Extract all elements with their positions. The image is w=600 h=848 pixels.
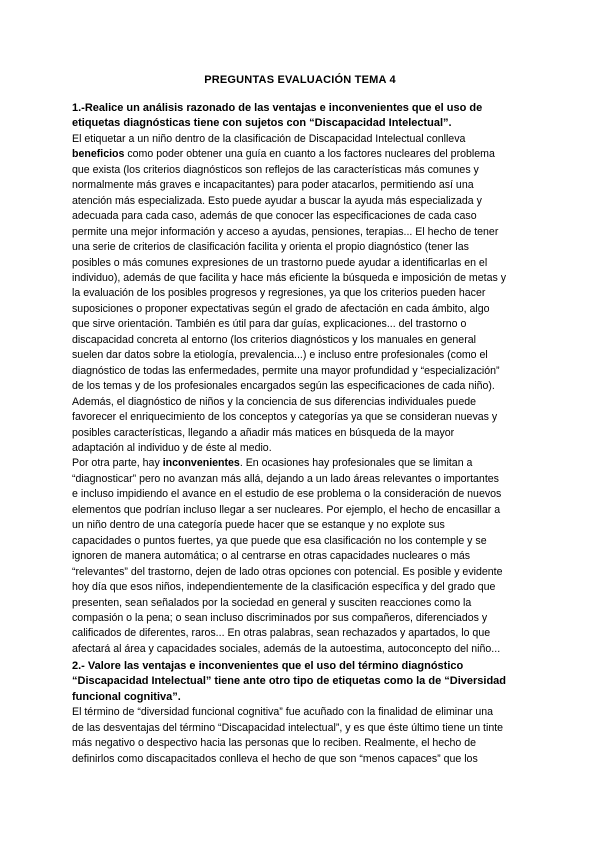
paragraph-line: hoy día que esos niños, independientemente de la clasificación específica y del grado que [72,581,496,594]
question-1-heading-line: etiquetas diagnósticas tiene con sujetos con “Discapacidad Intelectual”. [72,117,452,130]
paragraph-line: elementos que podrían incluso llegar a ser nucleares. Por ejemplo, el hecho de encasillar a [72,503,501,516]
question-2-section [72,659,532,767]
paragraph-line: ignoren de manera automática; o al centrarse en otras capacidades nucleares o más [72,550,471,563]
paragraph-line: discapacidad concreta al entorno (los criterios diagnósticos y los manuales en general [72,333,476,346]
paragraph-line: posibles características, llegando a añadir más matices en búsqueda de la mayor [72,426,455,439]
paragraph-line: presenten, sean señalados por la sociedad en general y susciten reacciones como la [72,596,472,609]
emphasis-inconvenientes: inconvenientes [162,457,240,470]
paragraph-line: El término de “diversidad funcional cognitiva” fue acuñado con la finalidad de eliminar una [72,706,494,719]
paragraph-line: favorecer el enriquecimiento de los conceptos y categorías ya que se consideran nuevas y [72,411,498,424]
paragraph-line: la evaluación de los posibles progresos y regresiones, ya que los criterios pueden hacer [72,287,486,300]
paragraph-line: de los temas y de los profesionales encargados según las especificaciones de cada niño). [72,380,495,393]
paragraph-line: e incluso impidiendo el avance en el estudio de ese problema o la consideración de nuevos [72,488,502,501]
paragraph-line: compasión o la pena; o sean incluso discriminados por sus compañeros, diferenciados y [72,611,488,624]
paragraph-line: permite una mejor información y acceso a ayudas, pensiones, terapias... El hecho de tener [72,225,499,238]
paragraph-line: Por otra parte, hay inconvenientes. En ocasiones hay profesionales que se limitan a [72,457,473,470]
paragraph-line: Además, el diagnóstico de niños y la conciencia de sus diferencias individuales puede [72,395,476,408]
paragraph-line: beneficios como poder obtener una guía en cuanto a los factores nucleares del problema [72,148,495,161]
paragraph-line: normalmente más graves e incapacitantes) para poder atacarlos, permitiendo así una [72,179,474,192]
question-2-heading-line: funcional cognitiva”. [72,690,181,703]
emphasis-beneficios: beneficios [72,148,125,161]
question-2-heading-line: “Discapacidad Intelectual” tiene ante otro tipo de etiquetas como la de “Diversidad [72,675,506,688]
paragraph-line: calificados de diferentes, raros... En otras palabras, sean rechazados y apartados, lo que [72,627,491,640]
paragraph-line: más negativo o despectivo hacia las personas que lo reciben. Realmente, el hecho de [72,737,476,750]
paragraph-line: que exista (los criterios diagnósticos son reflejos de las características más comunes y [72,163,479,176]
paragraph-line: una serie de criterios de clasificación facilita y orienta el propio diagnóstico (tener las [72,241,469,254]
paragraph-line: definirlos como discapacitados conlleva el hecho de que son “menos capaces” que los [72,752,478,765]
paragraph-line: de las desventajas del término “Discapacidad intelectual”, y es que éste último tiene un tinte [72,721,504,734]
document-title: PREGUNTAS EVALUACIÓN TEMA 4 [204,74,396,86]
paragraph-line: posibles o más comunes expresiones de un trastorno puede ayudar a identificarlas en el [72,256,488,269]
question-2-heading-line: 2.- Valore las ventajas e inconvenientes que el uso del término diagnóstico [72,660,464,672]
paragraph-line: “relevantes” del trastorno, dejen de lado otras opciones con potencial. Es posible y evidente [72,565,503,578]
paragraph-line: atención más especializada. Esto puede ayudar a buscar la ayuda más especializada y [72,194,482,207]
paragraph-line: afectará al área y capacidades sociales, además de la autoestima, autoconcepto del niño... [72,642,501,655]
paragraph-line: diagnóstico de todas las enfermedades, permite una mayor profundidad y “especialización” [72,364,500,377]
paragraph-line: adecuada para cada caso, además de que conocer las especificaciones de cada caso [72,210,477,223]
paragraph-line: capacidades o puntos fuertes, ya que puede que esa clasificación no los contemple y se [72,534,487,547]
paragraph-line: suelen dar datos sobre la etiología, prevalencia...) e incluso entre profesionales (como el [72,349,488,362]
question-1-heading-line: 1.-Realice un análisis razonado de las ventajas e inconvenientes que el uso de [72,102,483,114]
paragraph-line: que sirve orientación. También es útil para dar guías, explicaciones... del trastorno o [72,318,467,331]
paragraph-line: suposiciones o proponer expectativas según el grado de afectación en cada ámbito, algo [72,302,490,315]
paragraph-line: adaptación al individuo y de éste al medio. [72,441,272,454]
paragraph-line: un niño dentro de una categoría puede hacer que se estanque y no explote sus [72,519,445,532]
paragraph-line: individuo), además de que facilita y hace más eficiente la búsqueda e imposición de metas y [72,271,507,284]
question-1-section [72,101,532,657]
paragraph-line: “diagnosticar” pero no avanzan más allá, dejando a un lado áreas relevantes o importantes [72,472,499,485]
paragraph-line: El etiquetar a un niño dentro de la clasificación de Discapacidad Intelectual conlleva [72,132,466,145]
